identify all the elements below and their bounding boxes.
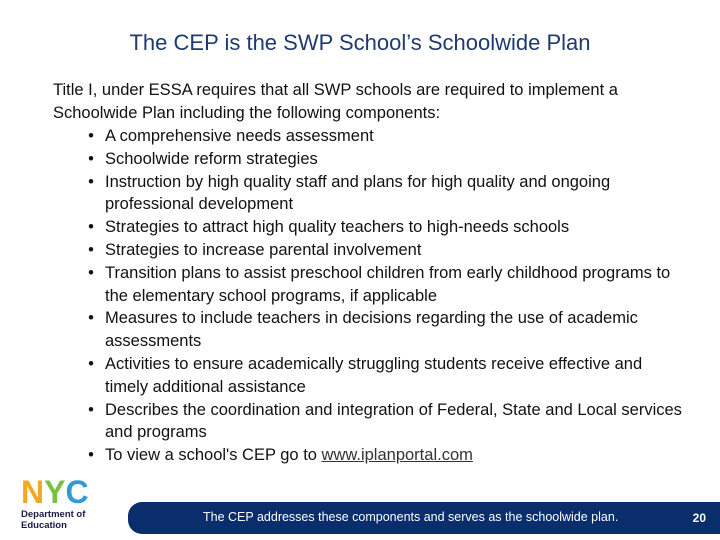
logo-department-text: Department of [21, 509, 86, 520]
slide-title: The CEP is the SWP School’s Schoolwide Plan [129, 30, 591, 55]
list-item-text: Strategies to attract high quality teachers to high-needs schools [105, 218, 570, 237]
list-item-text: Transition plans to assist preschool children from early childhood programs to the elementary school programs, if applicable [105, 263, 671, 305]
list-item [84, 444, 684, 467]
intro-paragraph: Title I, under ESSA requires that all SWP schools are required to implement a Schoolwide Plan including the following components: [53, 81, 618, 122]
list-item-text: A comprehensive needs assessment [105, 127, 374, 145]
list-item-text: Instruction by high quality staff and plans for high quality and ongoing professional development [105, 172, 611, 214]
logo-letter-c: C [65, 476, 89, 506]
logo-letter-y: Y [44, 476, 66, 506]
list-item [84, 399, 684, 445]
list-item-text: Describes the coordination and integration of Federal, State and Local services and programs [105, 400, 682, 442]
svg-text:NYC [21, 476, 89, 506]
list-item-text: Activities to ensure academically struggling students receive effective and timely additional assistance [105, 354, 643, 396]
footer-caption: The CEP addresses these components and serves as the schoolwide plan. [203, 510, 619, 524]
list-item [84, 353, 684, 399]
bullet-icon: • [88, 263, 94, 282]
list-item [84, 125, 684, 148]
list-item-text: Schoolwide reform strategies [105, 149, 318, 168]
bullet-icon: • [88, 127, 94, 145]
list-item [84, 171, 684, 217]
bullet-icon: • [88, 309, 94, 328]
bullet-icon: • [88, 149, 94, 168]
bullet-icon: • [88, 446, 94, 465]
component-list [84, 125, 684, 467]
logo-education-text: Education [21, 520, 67, 531]
list-item [84, 307, 684, 353]
bullet-icon: • [88, 240, 94, 259]
iplanportal-link[interactable]: www.iplanportal.com [321, 446, 473, 465]
bullet-icon: • [88, 400, 94, 419]
logo-letter-n: N [21, 476, 45, 506]
bullet-icon: • [88, 354, 94, 373]
nyc-logo-icon [21, 476, 101, 506]
bullet-icon: • [88, 172, 94, 191]
list-item-text: Measures to include teachers in decisions regarding the use of academic assessments [105, 309, 638, 351]
list-item [84, 148, 684, 171]
list-item-text: Strategies to increase parental involvement [105, 240, 422, 259]
footer-bar [128, 502, 720, 534]
list-item [84, 239, 684, 262]
page-number: 20 [692, 511, 706, 525]
bullet-icon: • [88, 218, 94, 237]
list-item [84, 262, 684, 308]
list-item-text: To view a school's CEP go to [105, 446, 322, 465]
list-item [84, 216, 684, 239]
nyc-doe-logo [18, 476, 118, 534]
